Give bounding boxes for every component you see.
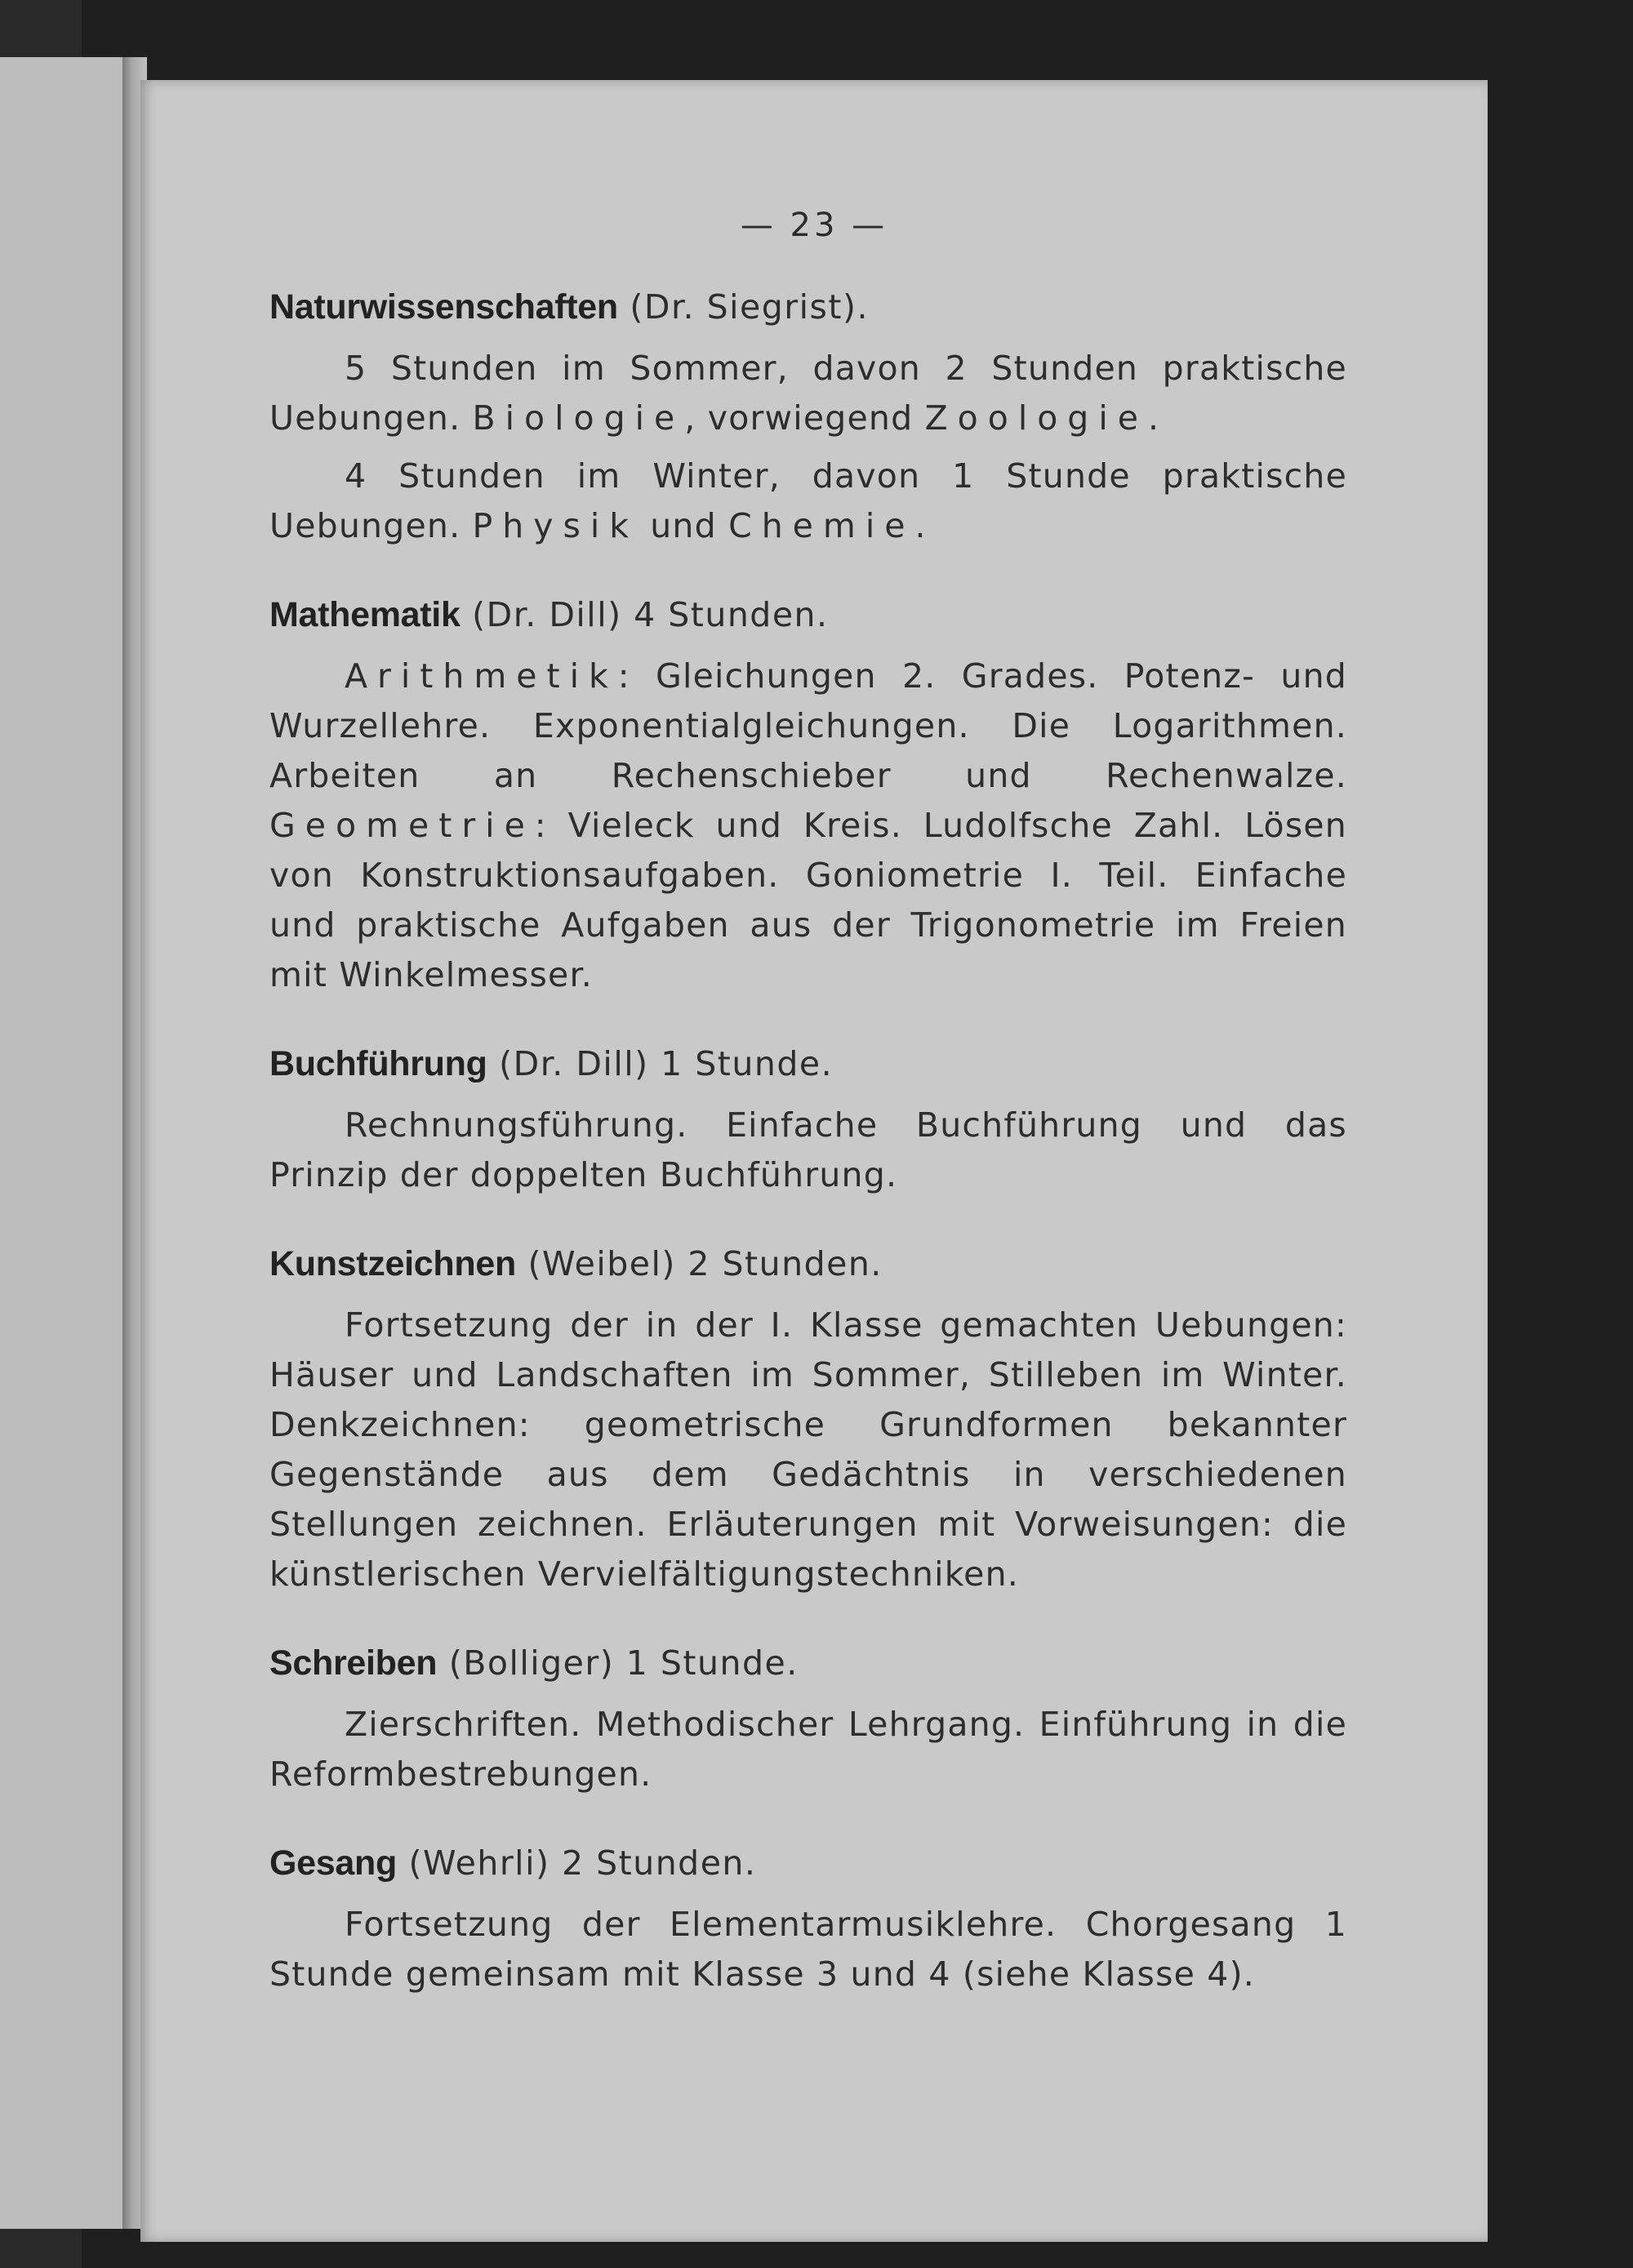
course-section (269, 1039, 1347, 1200)
course-description (269, 1700, 1347, 1799)
course-teacher-hours: (Wehrli) 2 Stunden. (408, 1843, 757, 1883)
course-section (269, 590, 1347, 1000)
course-section (269, 282, 1347, 551)
text-run: Rechnungsführung. Einfache Buchführung und das Prinzip der doppelten Buchführung. (269, 1105, 1347, 1194)
course-description (269, 651, 1347, 1000)
spaced-term: Biologie (472, 398, 685, 438)
course-description (269, 344, 1347, 443)
course-heading (269, 1839, 1347, 1888)
spaced-term: Geometrie (269, 806, 535, 845)
page-number: — 23 — (740, 207, 888, 244)
course-heading (269, 1039, 1347, 1089)
course-title: Schreiben (269, 1643, 438, 1683)
course-title: Naturwissenschaften (269, 287, 618, 327)
text-run: . (1147, 398, 1160, 438)
course-heading (269, 1239, 1347, 1289)
text-run: 5 Stunden im Sommer, davon 2 Stunden praktische Uebungen. (269, 349, 1347, 438)
course-description (269, 451, 1347, 551)
text-run: Fortsetzung der in der I. Klasse gemachten Uebungen: Häuser und Landschaften im Sommer, Stilleben im Winter. Denkzeichnen: geometrische Grundformen bekannter Gegenstände aus dem Gedächtnis in verschiedenen Stellungen zeichnen. Erläuterungen mit Vorweisungen: die künstlerischen Vervielfältigungstechniken. (269, 1305, 1347, 1594)
course-teacher-hours: (Bolliger) 1 Stunde. (448, 1643, 799, 1683)
text-run: , vorwiegend (684, 398, 925, 438)
page-content (269, 282, 1347, 2039)
spaced-term: Physik (472, 506, 639, 545)
course-teacher-hours: (Weibel) 2 Stunden. (527, 1244, 883, 1283)
spaced-term: Zoologie (924, 398, 1148, 438)
course-title: Kunstzeichnen (269, 1244, 516, 1283)
text-run: und (639, 506, 729, 545)
previous-page-edge (0, 57, 122, 2229)
spaced-term: Arithmetik (345, 656, 618, 696)
course-heading (269, 590, 1347, 640)
text-run: Zierschriften. Methodischer Lehrgang. Einführung in die Reformbestrebungen. (269, 1705, 1347, 1794)
course-teacher-hours: (Dr. Dill) 4 Stunden. (472, 595, 829, 634)
book-page (140, 80, 1488, 2242)
course-heading (269, 1639, 1347, 1688)
course-teacher-hours: (Dr. Dill) 1 Stunde. (499, 1044, 834, 1083)
course-title: Buchführung (269, 1044, 487, 1083)
course-description (269, 1101, 1347, 1200)
text-run: : Vieleck und Kreis. Ludolfsche Zahl. Lösen von Konstruktionsaufgaben. Goniometrie I. Teil. Einfache und praktische Aufgaben aus der Trigonometrie im Freien mit Winkelmesser. (269, 806, 1347, 994)
text-run: Fortsetzung der Elementarmusiklehre. Chorgesang 1 Stunde gemeinsam mit Klasse 3 und 4 (siehe Klasse 4). (269, 1905, 1347, 1994)
course-teacher-hours: (Dr. Siegrist). (630, 287, 869, 327)
course-description (269, 1301, 1347, 1599)
spaced-term: Chemie (728, 506, 915, 545)
course-heading (269, 282, 1347, 332)
course-description (269, 1900, 1347, 1999)
course-title: Mathematik (269, 595, 461, 634)
text-run: : Gleichungen 2. Grades. Potenz- und Wurzellehre. Exponentialgleichungen. Die Logarithmen. Arbeiten an Rechenschieber und Rechenwalze. (269, 656, 1347, 795)
course-section (269, 1639, 1347, 1799)
course-title: Gesang (269, 1843, 397, 1883)
text-run: 4 Stunden im Winter, davon 1 Stunde praktische Uebungen. (269, 456, 1347, 545)
course-section (269, 1239, 1347, 1599)
course-section (269, 1839, 1347, 1999)
text-run: . (914, 506, 927, 545)
